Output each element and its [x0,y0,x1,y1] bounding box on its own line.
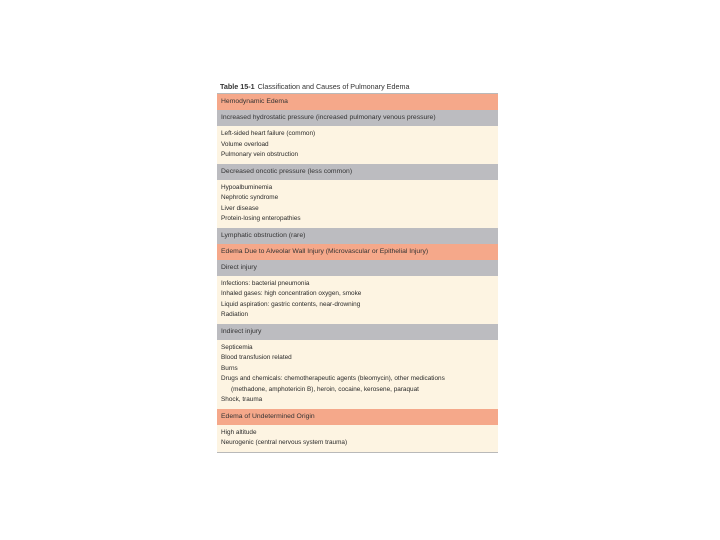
list-item: Drugs and chemicals: chemotherapeutic agents (bleomycin), other medications [221,375,445,382]
list-item: Shock, trauma [221,396,263,403]
item-group [217,340,498,409]
list-item: Radiation [221,311,249,318]
list-item: Neurogenic (central nervous system trauma) [221,439,348,446]
table-title: Classification and Causes of Pulmonary Edema [257,82,410,91]
table-body [217,93,498,453]
section-heading: Hemodynamic Edema [217,94,498,110]
list-item: Volume overload [221,140,269,148]
list-item: Infections: bacterial pneumonia [221,279,310,287]
list-item: Liquid aspiration: gastric contents, near-drowning [221,300,361,308]
list-item: Septicemia [221,343,253,351]
item-group [217,126,498,164]
subsection-heading: Decreased oncotic pressure (less common) [217,164,498,180]
list-item: Burns [221,364,238,372]
section-heading: Edema Due to Alveolar Wall Injury (Microvascular or Epithelial Injury) [217,244,498,260]
list-item: Nephrotic syndrome [221,194,279,201]
item-group [217,276,498,324]
table-number: Table 15-1 [220,82,255,91]
subsection-heading: Direct injury [217,260,498,276]
subsection-heading: Lymphatic obstruction (rare) [217,228,498,244]
list-item: Protein-losing enteropathies [221,215,301,222]
section-heading: Edema of Undetermined Origin [217,409,498,425]
list-item: Hypoalbuminemia [221,183,273,191]
list-item: Left-sided heart failure (common) [221,130,316,137]
list-item: Pulmonary vein obstruction [221,151,299,158]
subsection-heading: Increased hydrostatic pressure (increased pulmonary venous pressure) [217,110,498,126]
list-item: (methadone, amphotericin B), heroin, cocaine, kerosene, paraquat [231,385,419,393]
classification-table [217,81,498,453]
item-group [217,425,498,452]
item-group [217,180,498,228]
subsection-heading: Indirect injury [217,324,498,340]
table-title-line [217,81,498,93]
list-item: Blood transfusion related [221,354,292,361]
list-item: Liver disease [221,204,259,212]
list-item: High altitude [221,428,257,436]
list-item: Inhaled gases: high concentration oxygen, smoke [221,290,362,297]
